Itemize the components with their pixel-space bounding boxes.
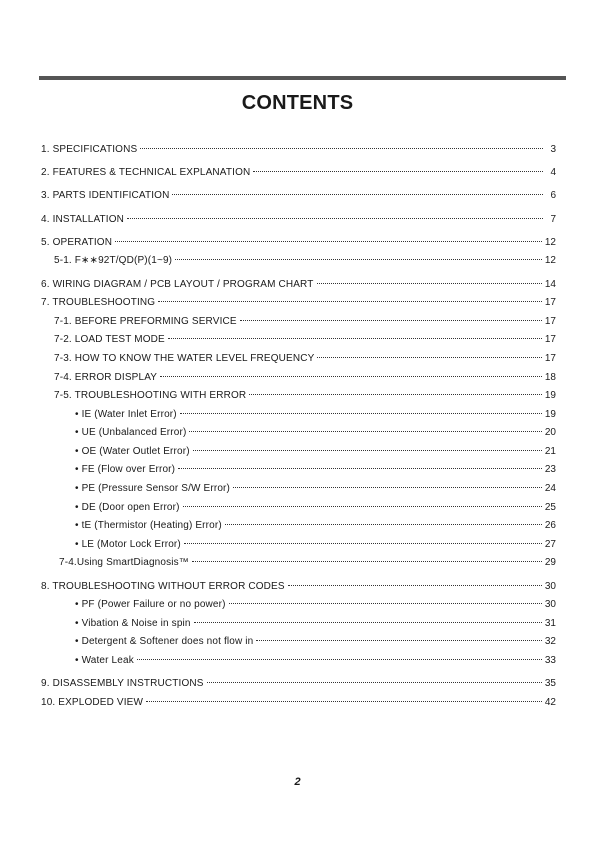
toc-entry-page: 14 [544,278,556,290]
toc-entry-label: 7-2. LOAD TEST MODE [54,334,165,346]
toc-entry-page: 42 [544,696,556,708]
toc-dot-leader [184,543,542,544]
toc-entry-page: 30 [544,580,556,592]
toc-dot-leader [137,659,542,660]
toc-entry[interactable] [39,461,556,480]
table-of-contents [39,141,556,712]
toc-entry[interactable] [39,234,556,253]
toc-entry-page: 18 [544,371,556,383]
toc-entry-page: 6 [550,190,556,202]
toc-entry[interactable] [39,499,556,518]
toc-dot-leader [256,640,542,641]
toc-entry-page: 12 [544,255,556,267]
toc-entry-label: 2. FEATURES & TECHNICAL EXPLANATION [41,167,251,179]
toc-entry-label: 7-4.Using SmartDiagnosis™ [59,557,189,569]
toc-entry-label: 7-4. ERROR DISPLAY [54,371,158,383]
toc-dot-leader [233,487,542,488]
toc-entry[interactable] [39,694,556,713]
toc-entry-label: • LE (Motor Lock Error) [75,538,181,550]
toc-entry[interactable] [39,517,556,536]
toc-entry-page: 17 [544,352,556,364]
toc-dot-leader [160,376,542,377]
toc-entry-page: 32 [544,636,556,648]
toc-dot-leader [317,283,542,284]
toc-dot-leader [168,338,542,339]
toc-entry-page: 25 [544,501,556,513]
toc-entry-label: • Water Leak [75,655,134,666]
toc-dot-leader [127,218,543,219]
toc-dot-leader [180,413,542,414]
toc-entry-label: 10. EXPLODED VIEW [41,696,144,708]
toc-entry-page: 7 [550,213,556,225]
toc-dot-leader [183,506,542,507]
toc-entry-label: 7-3. HOW TO KNOW THE WATER LEVEL FREQUENCY [54,352,315,364]
toc-entry[interactable] [39,211,556,230]
toc-entry-label: 7. TROUBLESHOOTING [41,297,156,309]
toc-entry[interactable] [39,578,556,597]
toc-entry-label: 7-5. TROUBLESHOOTING WITH ERROR [54,390,247,402]
toc-entry-page: 12 [544,236,556,248]
toc-entry-label: 5-1. F∗∗92T/QD(P)(1~9) [54,255,173,267]
toc-dot-leader [140,148,543,149]
toc-entry-label: 3. PARTS IDENTIFICATION [41,190,170,202]
toc-entry-page: 21 [544,445,556,457]
toc-entry-page: 24 [544,483,556,495]
toc-entry-page: 33 [544,655,556,666]
toc-entry[interactable] [39,424,556,443]
toc-entry-label: • IE (Water Inlet Error) [75,408,177,420]
toc-entry[interactable] [39,369,556,388]
toc-entry-page: 20 [544,427,556,439]
toc-entry[interactable] [39,294,556,313]
toc-dot-leader [175,259,542,260]
toc-entry[interactable] [39,187,556,206]
toc-entry-page: 17 [544,315,556,327]
toc-entry-label: • OE (Water Outlet Error) [75,445,190,457]
toc-entry-page: 26 [544,520,556,532]
toc-entry-label: • FE (Flow over Error) [75,464,176,476]
toc-dot-leader [146,701,542,702]
toc-entry-page: 35 [544,678,556,690]
toc-entry-label: • Detergent & Softener does not flow in [75,636,254,648]
toc-entry[interactable] [39,675,556,694]
toc-entry-label: • PF (Power Failure or no power) [75,599,226,611]
toc-entry-label: 7-1. BEFORE PREFORMING SERVICE [54,315,237,327]
toc-dot-leader [158,301,542,302]
toc-dot-leader [249,394,542,395]
toc-entry-page: 29 [544,557,556,569]
toc-entry[interactable] [39,141,556,160]
toc-entry[interactable] [39,536,556,555]
toc-dot-leader [172,194,543,195]
toc-entry-page: 17 [544,334,556,346]
toc-entry-label: • tE (Thermistor (Heating) Error) [75,520,222,532]
toc-entry[interactable] [39,652,556,671]
toc-entry[interactable] [39,276,556,295]
toc-dot-leader [229,603,542,604]
toc-entry-label: 5. OPERATION [41,236,113,248]
toc-entry-page: 30 [544,599,556,611]
page-number: 2 [294,776,301,788]
toc-entry-label: • PE (Pressure Sensor S/W Error) [75,483,230,495]
toc-dot-leader [115,241,542,242]
toc-entry-page: 23 [544,464,556,476]
toc-entry[interactable] [39,252,556,271]
page-title: CONTENTS [241,92,354,114]
toc-entry-page: 3 [550,144,556,155]
toc-entry[interactable] [39,615,556,634]
toc-entry-label: 4. INSTALLATION [41,213,125,225]
toc-entry-label: • DE (Door open Error) [75,501,180,513]
toc-entry[interactable] [39,350,556,369]
toc-entry[interactable] [39,443,556,462]
toc-entry[interactable] [39,406,556,425]
toc-dot-leader [207,682,542,683]
toc-dot-leader [194,622,542,623]
toc-entry[interactable] [39,633,556,652]
toc-dot-leader [193,450,542,451]
toc-dot-leader [317,357,541,358]
toc-entry[interactable] [39,313,556,332]
toc-entry-page: 27 [544,538,556,550]
toc-entry-label: 8. TROUBLESHOOTING WITHOUT ERROR CODES [41,580,285,592]
toc-entry-page: 19 [544,408,556,420]
toc-dot-leader [192,561,542,562]
toc-entry[interactable] [39,164,556,183]
toc-entry[interactable] [39,554,556,573]
toc-entry[interactable] [39,596,556,615]
toc-dot-leader [189,431,541,432]
toc-dot-leader [178,468,542,469]
toc-entry-label: 1. SPECIFICATIONS [41,144,138,155]
top-divider [39,76,566,80]
toc-entry-label: • Vibation & Noise in spin [75,617,191,629]
toc-entry-page: 19 [544,390,556,402]
toc-dot-leader [225,524,542,525]
toc-entry-page: 31 [544,617,556,629]
toc-entry-label: • UE (Unbalanced Error) [75,427,187,439]
toc-dot-leader [253,171,543,172]
toc-entry[interactable] [39,331,556,350]
toc-entry-page: 4 [550,167,556,179]
toc-dot-leader [288,585,542,586]
toc-entry-label: 9. DISASSEMBLY INSTRUCTIONS [41,678,204,690]
toc-entry-page: 17 [544,297,556,309]
toc-entry-label: 6. WIRING DIAGRAM / PCB LAYOUT / PROGRAM CHART [41,278,314,290]
toc-entry[interactable] [39,480,556,499]
toc-dot-leader [240,320,542,321]
toc-entry[interactable] [39,387,556,406]
